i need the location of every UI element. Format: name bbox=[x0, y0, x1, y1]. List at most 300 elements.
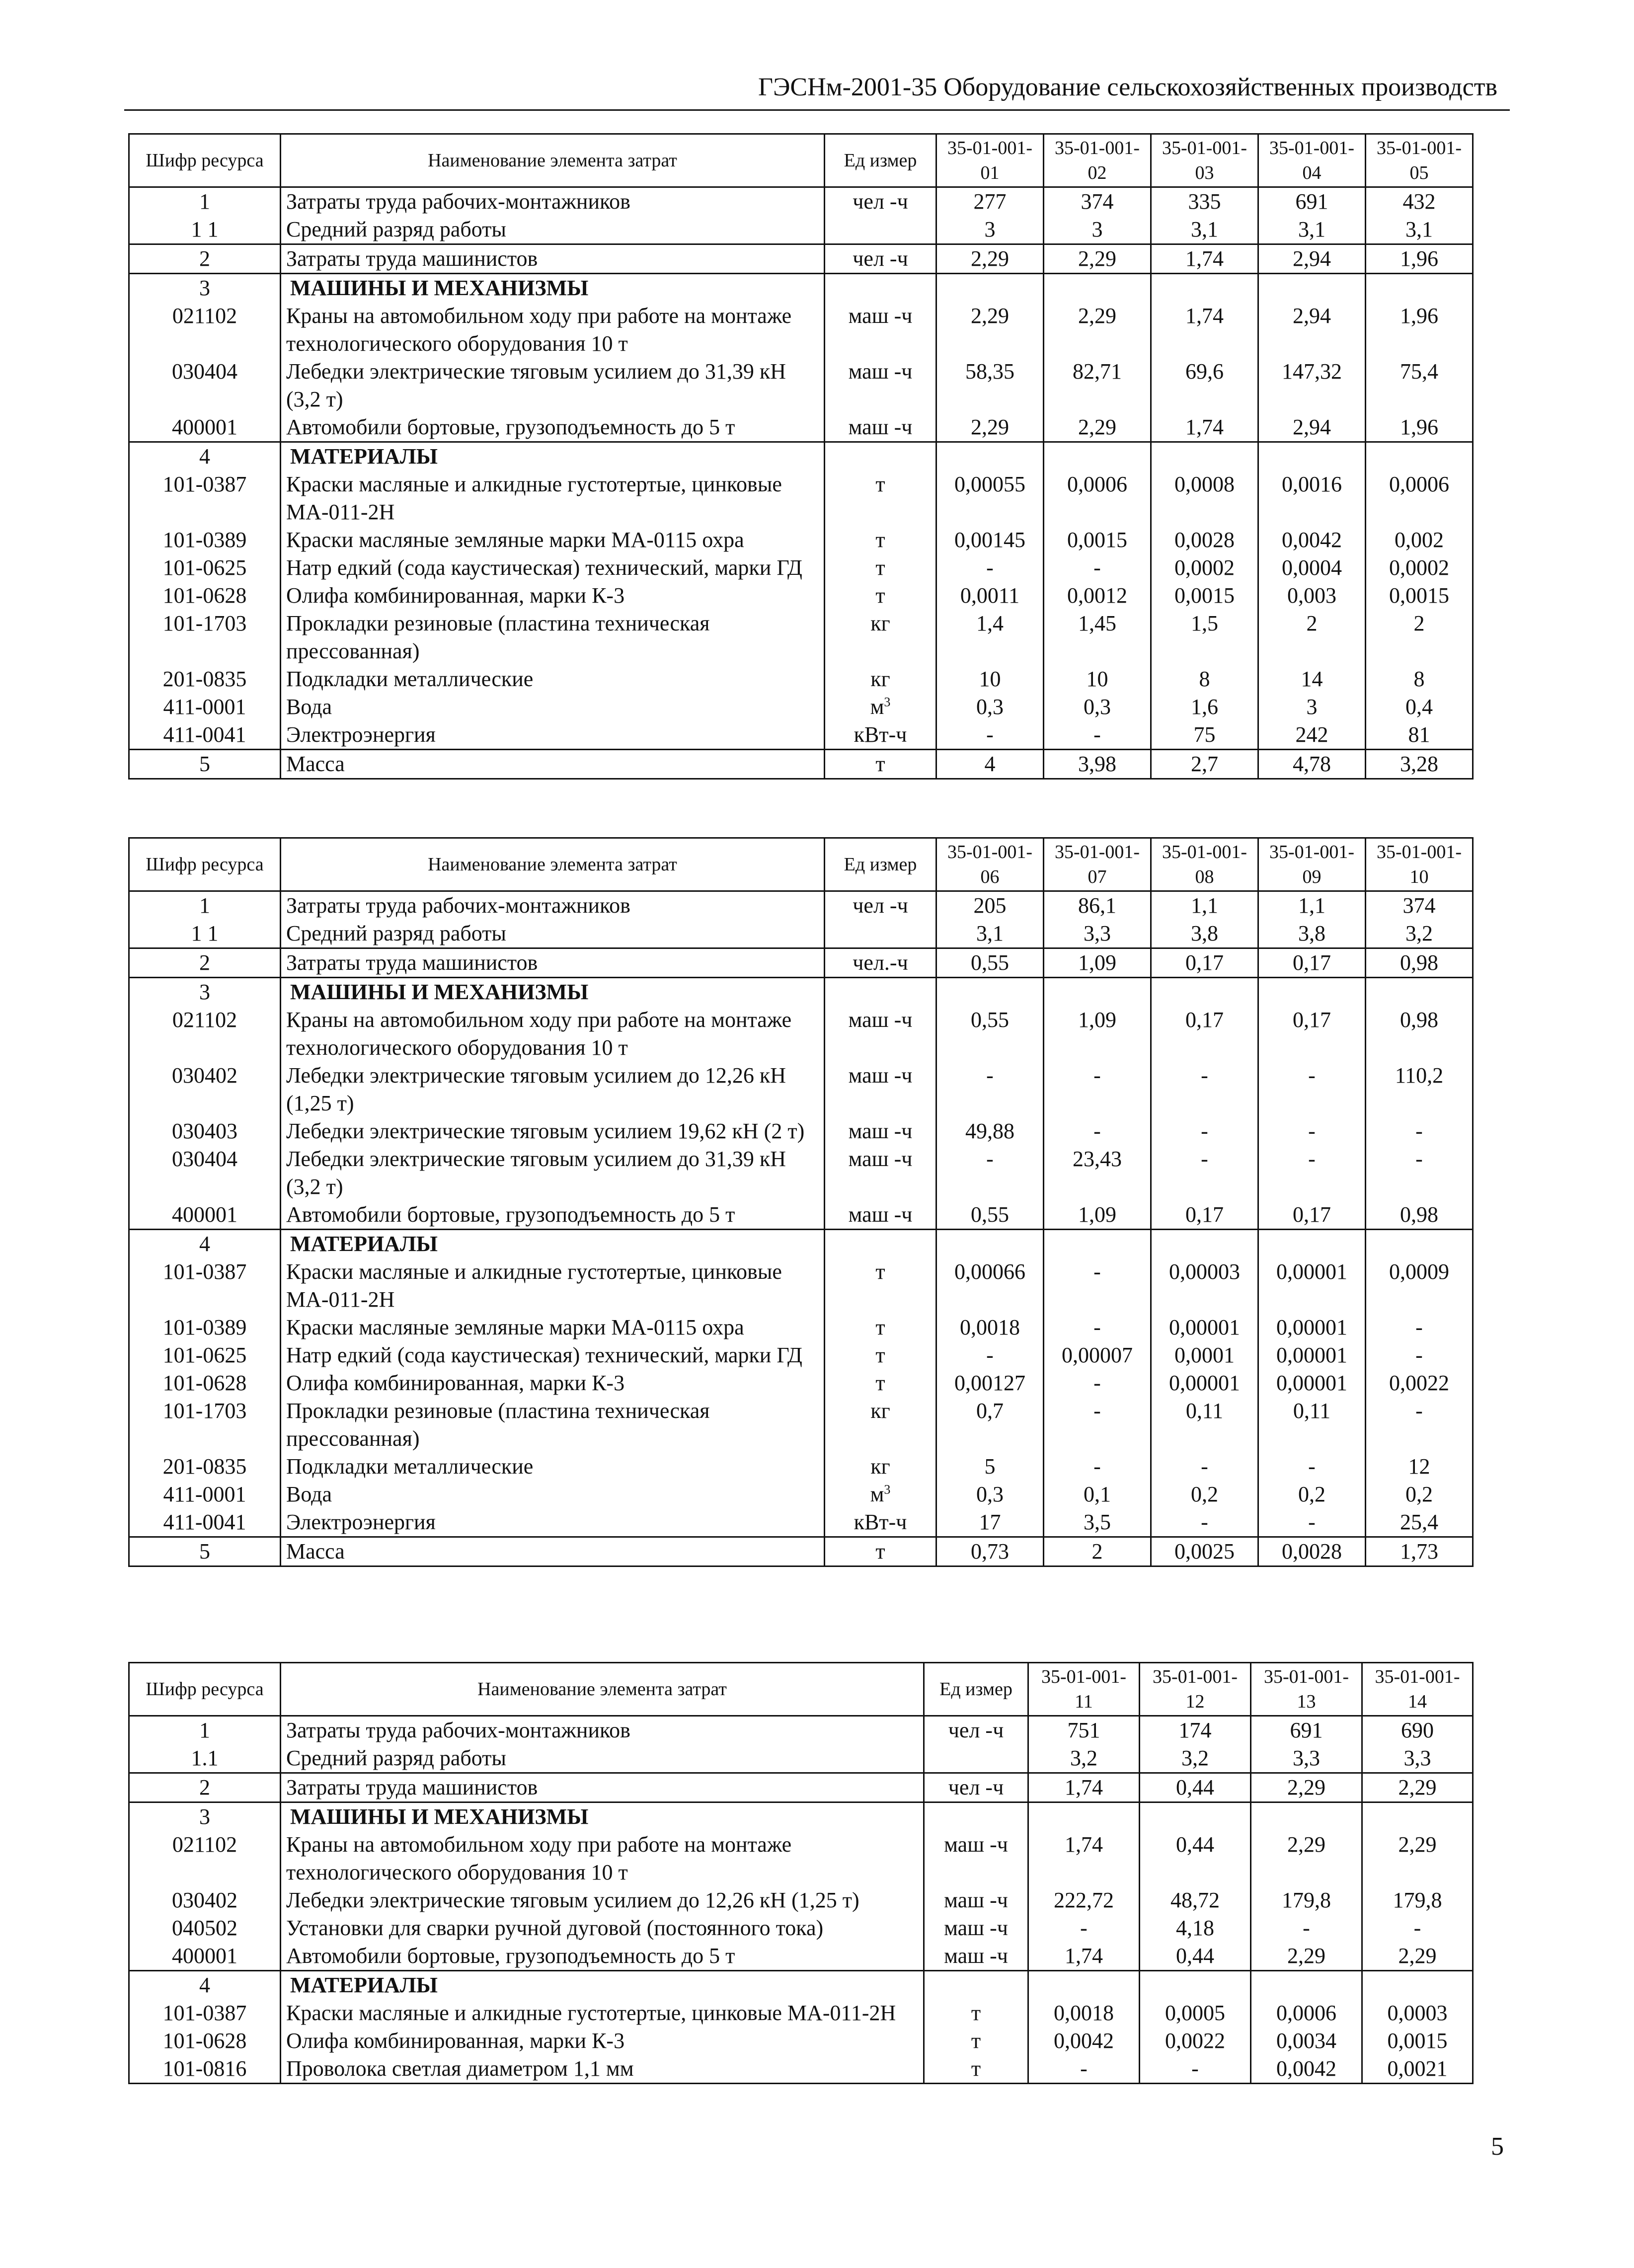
cell-value: 0,17 bbox=[1258, 1201, 1366, 1230]
cell-unit bbox=[924, 1942, 1028, 1971]
unit-text: чел -ч bbox=[948, 1718, 1004, 1742]
cell-name: Лебедки электрические тяговым усилием 19,62 кН (2 т) bbox=[281, 1117, 825, 1145]
cell-value: 0,0001 bbox=[1151, 1341, 1258, 1369]
table-header-row bbox=[129, 1663, 1473, 1716]
unit-text: кг bbox=[870, 1454, 890, 1479]
cell-value: 0,0005 bbox=[1140, 1999, 1251, 2027]
unit-text: м bbox=[870, 695, 884, 719]
cell-value: - bbox=[1044, 1117, 1151, 1145]
cell-unit bbox=[924, 1831, 1028, 1886]
cell-value: 0,1 bbox=[1044, 1481, 1151, 1508]
cell-code: 1 bbox=[129, 1716, 281, 1745]
cell-value: 0,00001 bbox=[1258, 1314, 1366, 1341]
column-header-norm: 35-01-001-09 bbox=[1258, 838, 1366, 891]
cell-value: - bbox=[1151, 1508, 1258, 1537]
column-header-name: Наименование элемента затрат bbox=[281, 838, 825, 891]
cell-unit bbox=[825, 1145, 936, 1201]
cell-value bbox=[1258, 978, 1366, 1007]
cell-value: - bbox=[1028, 2055, 1140, 2084]
table-row bbox=[129, 470, 1473, 526]
table-section-row bbox=[129, 1971, 1473, 2000]
cell-value: 0,0022 bbox=[1140, 2027, 1251, 2055]
cell-value: 0,0006 bbox=[1251, 1999, 1362, 2027]
cell-value: 1,09 bbox=[1044, 1006, 1151, 1062]
cell-code: 101-0389 bbox=[129, 526, 281, 554]
cell-value: 25,4 bbox=[1366, 1508, 1473, 1537]
cell-value: - bbox=[936, 1341, 1044, 1369]
cell-name: Средний разряд работы bbox=[281, 1744, 924, 1773]
cell-code: 1.1 bbox=[129, 1744, 281, 1773]
cell-unit bbox=[825, 1481, 936, 1508]
cell-unit bbox=[924, 1773, 1028, 1802]
table-row bbox=[129, 358, 1473, 413]
cell-unit bbox=[825, 1006, 936, 1062]
table-row bbox=[129, 302, 1473, 358]
cell-value: 2,29 bbox=[1362, 1773, 1473, 1802]
cell-unit bbox=[825, 244, 936, 274]
cell-unit bbox=[825, 1508, 936, 1537]
cell-name: Олифа комбинированная, марки К-3 bbox=[281, 1369, 825, 1397]
cell-value bbox=[1028, 1971, 1140, 2000]
cell-value: 3,98 bbox=[1044, 750, 1151, 779]
table-row bbox=[129, 413, 1473, 442]
cell-value: 751 bbox=[1028, 1716, 1140, 1745]
column-header-name: Наименование элемента затрат bbox=[281, 134, 825, 187]
cell-value: 691 bbox=[1258, 187, 1366, 216]
cell-value: 0,17 bbox=[1151, 1201, 1258, 1230]
cell-name: Краны на автомобильном ходу при работе на монтаже технологического оборудования 10 т bbox=[281, 1831, 924, 1886]
cell-value: 23,43 bbox=[1044, 1145, 1151, 1201]
cell-name: Вода bbox=[281, 1481, 825, 1508]
table-row bbox=[129, 1716, 1473, 1745]
cell-value: - bbox=[1251, 1914, 1362, 1942]
unit-text: м bbox=[870, 1482, 884, 1506]
unit-superscript: 3 bbox=[884, 1482, 891, 1497]
cell-value bbox=[1044, 1230, 1151, 1258]
cell-code: 1 bbox=[129, 891, 281, 920]
cell-value: 48,72 bbox=[1140, 1886, 1251, 1914]
table-row bbox=[129, 1258, 1473, 1314]
unit-text: маш -ч bbox=[848, 1147, 913, 1171]
cell-value: 0,11 bbox=[1151, 1397, 1258, 1453]
column-header-unit: Ед измер bbox=[825, 838, 936, 891]
cell-value bbox=[1366, 1230, 1473, 1258]
cell-code: 021102 bbox=[129, 1006, 281, 1062]
column-header-norm: 35-01-001-11 bbox=[1028, 1663, 1140, 1716]
cell-value: 0,44 bbox=[1140, 1942, 1251, 1971]
table-row bbox=[129, 1397, 1473, 1453]
cell-code: 101-0625 bbox=[129, 1341, 281, 1369]
cell-unit bbox=[825, 1062, 936, 1117]
cell-value: 2 bbox=[1366, 610, 1473, 665]
cell-value: - bbox=[1044, 1258, 1151, 1314]
cell-unit bbox=[825, 978, 936, 1007]
unit-text: маш -ч bbox=[848, 304, 913, 328]
cell-value: 1,74 bbox=[1028, 1942, 1140, 1971]
cell-name: Затраты труда рабочих-монтажников bbox=[281, 187, 825, 216]
cell-value bbox=[1362, 1802, 1473, 1831]
cell-value: 2,29 bbox=[1362, 1831, 1473, 1886]
cell-value: - bbox=[1044, 1314, 1151, 1341]
cell-code: 2 bbox=[129, 948, 281, 978]
norm-table-2 bbox=[128, 837, 1474, 1567]
cell-unit bbox=[825, 610, 936, 665]
cell-value: 0,44 bbox=[1140, 1773, 1251, 1802]
cell-value: 691 bbox=[1251, 1716, 1362, 1745]
cell-value: 0,0042 bbox=[1258, 526, 1366, 554]
unit-text: кг bbox=[870, 1399, 890, 1423]
cell-unit bbox=[825, 554, 936, 582]
cell-name: Затраты труда машинистов bbox=[281, 948, 825, 978]
table-section-row bbox=[129, 1802, 1473, 1831]
cell-value: 0,003 bbox=[1258, 582, 1366, 610]
cell-unit bbox=[924, 1716, 1028, 1745]
cell-name: Олифа комбинированная, марки К-3 bbox=[281, 582, 825, 610]
cell-name: Проволока светлая диаметром 1,1 мм bbox=[281, 2055, 924, 2084]
cell-unit bbox=[825, 442, 936, 471]
cell-value: - bbox=[1366, 1314, 1473, 1341]
cell-value: 4,78 bbox=[1258, 750, 1366, 779]
cell-unit bbox=[825, 1314, 936, 1341]
cell-name: Затраты труда рабочих-монтажников bbox=[281, 1716, 924, 1745]
cell-value: 1,96 bbox=[1366, 302, 1473, 358]
cell-unit bbox=[825, 358, 936, 413]
cell-value: 2 bbox=[1044, 1537, 1151, 1566]
table-row bbox=[129, 1831, 1473, 1886]
cell-value: - bbox=[1366, 1341, 1473, 1369]
table-row bbox=[129, 1744, 1473, 1773]
column-header-norm: 35-01-001-13 bbox=[1251, 1663, 1362, 1716]
cell-value: 8 bbox=[1366, 665, 1473, 693]
cell-value: 0,0008 bbox=[1151, 470, 1258, 526]
cell-value: 2,94 bbox=[1258, 413, 1366, 442]
cell-name: Прокладки резиновые (пластина техническая прессованная) bbox=[281, 1397, 825, 1453]
cell-value bbox=[1151, 978, 1258, 1007]
cell-code: 201-0835 bbox=[129, 1453, 281, 1481]
cell-value: 2,94 bbox=[1258, 302, 1366, 358]
cell-code: 030402 bbox=[129, 1886, 281, 1914]
column-header-norm: 35-01-001-07 bbox=[1044, 838, 1151, 891]
cell-value: 49,88 bbox=[936, 1117, 1044, 1145]
cell-value: - bbox=[936, 554, 1044, 582]
cell-value: 3 bbox=[1258, 693, 1366, 721]
table-row bbox=[129, 1341, 1473, 1369]
cell-value: 3,3 bbox=[1251, 1744, 1362, 1773]
cell-value: 0,0011 bbox=[936, 582, 1044, 610]
cell-unit bbox=[825, 470, 936, 526]
unit-text: маш -ч bbox=[944, 1916, 1008, 1940]
cell-value: 1,4 bbox=[936, 610, 1044, 665]
table-section-row bbox=[129, 978, 1473, 1007]
cell-code: 2 bbox=[129, 1773, 281, 1802]
unit-text: маш -ч bbox=[848, 1202, 913, 1227]
cell-value: 0,0015 bbox=[1044, 526, 1151, 554]
cell-value: 179,8 bbox=[1362, 1886, 1473, 1914]
unit-text: чел -ч bbox=[853, 246, 908, 271]
cell-value: 3,5 bbox=[1044, 1508, 1151, 1537]
cell-value: 1,74 bbox=[1028, 1831, 1140, 1886]
cell-code: 411-0041 bbox=[129, 721, 281, 750]
cell-value: 0,0025 bbox=[1151, 1537, 1258, 1566]
cell-name: Вода bbox=[281, 693, 825, 721]
cell-value: 0,00003 bbox=[1151, 1258, 1258, 1314]
cell-name: Подкладки металлические bbox=[281, 1453, 825, 1481]
cell-section-title bbox=[281, 1802, 924, 1831]
table-section-row bbox=[129, 1230, 1473, 1258]
cell-value: - bbox=[936, 1145, 1044, 1201]
cell-code: 101-1703 bbox=[129, 610, 281, 665]
cell-value: 0,3 bbox=[1044, 693, 1151, 721]
cell-value: 432 bbox=[1366, 187, 1473, 216]
cell-value: - bbox=[1140, 2055, 1251, 2084]
cell-value: 0,0042 bbox=[1251, 2055, 1362, 2084]
cell-value: - bbox=[1044, 721, 1151, 750]
cell-value bbox=[936, 978, 1044, 1007]
cell-name: Прокладки резиновые (пластина техническая прессованная) bbox=[281, 610, 825, 665]
unit-text: маш -ч bbox=[944, 1888, 1008, 1912]
unit-text: маш -ч bbox=[848, 1119, 913, 1143]
cell-code: 3 bbox=[129, 978, 281, 1007]
cell-value: 0,55 bbox=[936, 1006, 1044, 1062]
cell-code: 101-1703 bbox=[129, 1397, 281, 1453]
cell-value: - bbox=[936, 1062, 1044, 1117]
table-row bbox=[129, 920, 1473, 948]
cell-code: 101-0387 bbox=[129, 1999, 281, 2027]
unit-text: маш -ч bbox=[848, 415, 913, 439]
table-row bbox=[129, 1006, 1473, 1062]
cell-value bbox=[1140, 1802, 1251, 1831]
cell-value: 1,74 bbox=[1151, 244, 1258, 274]
cell-value: 1,96 bbox=[1366, 413, 1473, 442]
cell-value: 0,7 bbox=[936, 1397, 1044, 1453]
cell-unit bbox=[825, 274, 936, 303]
cell-value: 3,3 bbox=[1362, 1744, 1473, 1773]
cell-value: 1,1 bbox=[1151, 891, 1258, 920]
cell-value: 0,002 bbox=[1366, 526, 1473, 554]
cell-value: 0,0003 bbox=[1362, 1999, 1473, 2027]
cell-value: 2,29 bbox=[1251, 1773, 1362, 1802]
cell-section-title bbox=[281, 442, 825, 471]
cell-value: 0,17 bbox=[1258, 948, 1366, 978]
cell-unit bbox=[924, 1744, 1028, 1773]
cell-value bbox=[1151, 274, 1258, 303]
cell-value: 0,17 bbox=[1258, 1006, 1366, 1062]
cell-value: 0,17 bbox=[1151, 948, 1258, 978]
cell-code: 411-0001 bbox=[129, 693, 281, 721]
table-header-row bbox=[129, 134, 1473, 187]
cell-name: Электроэнергия bbox=[281, 1508, 825, 1537]
unit-text: кг bbox=[870, 611, 890, 635]
section-title: МАШИНЫ И МЕХАНИЗМЫ bbox=[290, 980, 589, 1004]
cell-name: Натр едкий (сода каустическая) технический, марки ГД bbox=[281, 554, 825, 582]
cell-unit bbox=[924, 1999, 1028, 2027]
cell-code: 201-0835 bbox=[129, 665, 281, 693]
cell-value: 147,32 bbox=[1258, 358, 1366, 413]
column-header-unit: Ед измер bbox=[924, 1663, 1028, 1716]
cell-value: - bbox=[1044, 554, 1151, 582]
cell-value: 0,0028 bbox=[1258, 1537, 1366, 1566]
cell-unit bbox=[825, 187, 936, 216]
cell-value: 82,71 bbox=[1044, 358, 1151, 413]
cell-name: Масса bbox=[281, 750, 825, 779]
cell-value: 2,29 bbox=[1362, 1942, 1473, 1971]
cell-value bbox=[1362, 1971, 1473, 2000]
column-header-norm: 35-01-001-03 bbox=[1151, 134, 1258, 187]
cell-code: 021102 bbox=[129, 1831, 281, 1886]
table-row bbox=[129, 891, 1473, 920]
cell-code: 101-0628 bbox=[129, 1369, 281, 1397]
unit-text: т bbox=[971, 2001, 981, 2025]
unit-superscript: 3 bbox=[884, 695, 891, 709]
cell-value: 0,00001 bbox=[1151, 1314, 1258, 1341]
cell-value bbox=[1366, 274, 1473, 303]
cell-section-title bbox=[281, 1230, 825, 1258]
cell-code: 040502 bbox=[129, 1914, 281, 1942]
cell-code: 4 bbox=[129, 1230, 281, 1258]
cell-value: - bbox=[1366, 1145, 1473, 1201]
cell-value: 0,0002 bbox=[1151, 554, 1258, 582]
cell-name: Электроэнергия bbox=[281, 721, 825, 750]
cell-unit bbox=[825, 920, 936, 948]
cell-value: 3,1 bbox=[1151, 216, 1258, 244]
table-row bbox=[129, 1117, 1473, 1145]
table-row bbox=[129, 582, 1473, 610]
cell-value bbox=[1366, 978, 1473, 1007]
cell-unit bbox=[825, 1230, 936, 1258]
cell-value: 3,1 bbox=[1366, 216, 1473, 244]
cell-value: 2,94 bbox=[1258, 244, 1366, 274]
table-row bbox=[129, 693, 1473, 721]
cell-unit bbox=[825, 302, 936, 358]
column-header-norm: 35-01-001-01 bbox=[936, 134, 1044, 187]
table-row bbox=[129, 1062, 1473, 1117]
cell-value: 0,0042 bbox=[1028, 2027, 1140, 2055]
cell-value bbox=[1044, 978, 1151, 1007]
cell-code: 101-0389 bbox=[129, 1314, 281, 1341]
cell-unit bbox=[924, 2055, 1028, 2084]
cell-value: 2,29 bbox=[1044, 413, 1151, 442]
cell-code: 101-0387 bbox=[129, 470, 281, 526]
cell-code: 101-0625 bbox=[129, 554, 281, 582]
cell-code: 021102 bbox=[129, 302, 281, 358]
table-section-row bbox=[129, 442, 1473, 471]
cell-value bbox=[1044, 442, 1151, 471]
cell-value: 86,1 bbox=[1044, 891, 1151, 920]
cell-value: 3,2 bbox=[1028, 1744, 1140, 1773]
cell-value bbox=[1044, 274, 1151, 303]
cell-value: 0,3 bbox=[936, 1481, 1044, 1508]
cell-value: 205 bbox=[936, 891, 1044, 920]
table-row bbox=[129, 665, 1473, 693]
cell-value: 174 bbox=[1140, 1716, 1251, 1745]
cell-name: Установки для сварки ручной дуговой (постоянного тока) bbox=[281, 1914, 924, 1942]
norm-table-3 bbox=[128, 1662, 1474, 2084]
cell-name: Натр едкий (сода каустическая) технический, марки ГД bbox=[281, 1341, 825, 1369]
table-row bbox=[129, 721, 1473, 750]
cell-value bbox=[1251, 1971, 1362, 2000]
cell-value: 81 bbox=[1366, 721, 1473, 750]
cell-section-title bbox=[281, 978, 825, 1007]
cell-value bbox=[1258, 442, 1366, 471]
cell-value: 0,2 bbox=[1151, 1481, 1258, 1508]
cell-unit bbox=[825, 1201, 936, 1230]
cell-value: 0,98 bbox=[1366, 948, 1473, 978]
cell-code: 101-0628 bbox=[129, 2027, 281, 2055]
cell-value: 0,0004 bbox=[1258, 554, 1366, 582]
norm-table-1 bbox=[128, 133, 1474, 780]
cell-code: 400001 bbox=[129, 1942, 281, 1971]
column-header-norm: 35-01-001-14 bbox=[1362, 1663, 1473, 1716]
table-row bbox=[129, 610, 1473, 665]
section-title: МАШИНЫ И МЕХАНИЗМЫ bbox=[290, 1804, 589, 1829]
cell-name: Затраты труда машинистов bbox=[281, 244, 825, 274]
cell-value: 4 bbox=[936, 750, 1044, 779]
cell-name: Автомобили бортовые, грузоподъемность до 5 т bbox=[281, 1942, 924, 1971]
column-header-norm: 35-01-001-05 bbox=[1366, 134, 1473, 187]
cell-unit bbox=[924, 1914, 1028, 1942]
cell-value: 0,00001 bbox=[1258, 1369, 1366, 1397]
table-row bbox=[129, 554, 1473, 582]
unit-text: маш -ч bbox=[848, 1008, 913, 1032]
cell-unit bbox=[924, 1802, 1028, 1831]
cell-value: 2,29 bbox=[1251, 1831, 1362, 1886]
cell-value: 0,0002 bbox=[1366, 554, 1473, 582]
cell-value: 8 bbox=[1151, 665, 1258, 693]
cell-value: 0,2 bbox=[1258, 1481, 1366, 1508]
cell-value: 0,0021 bbox=[1362, 2055, 1473, 2084]
cell-code: 3 bbox=[129, 1802, 281, 1831]
column-header-code: Шифр ресурса bbox=[129, 134, 281, 187]
cell-value: 2,29 bbox=[1044, 244, 1151, 274]
cell-code: 030402 bbox=[129, 1062, 281, 1117]
cell-value bbox=[1366, 442, 1473, 471]
cell-name: Краски масляные и алкидные густотертые, цинковые МА-011-2Н bbox=[281, 470, 825, 526]
cell-code: 101-0387 bbox=[129, 1258, 281, 1314]
cell-value: 0,0012 bbox=[1044, 582, 1151, 610]
cell-value: 12 bbox=[1366, 1453, 1473, 1481]
section-title: МАШИНЫ И МЕХАНИЗМЫ bbox=[290, 276, 589, 300]
cell-value: 0,00001 bbox=[1151, 1369, 1258, 1397]
cell-unit bbox=[825, 665, 936, 693]
table-row bbox=[129, 187, 1473, 216]
cell-value: 690 bbox=[1362, 1716, 1473, 1745]
unit-text: кг bbox=[870, 667, 890, 691]
unit-text: т bbox=[875, 555, 885, 580]
cell-value: 179,8 bbox=[1251, 1886, 1362, 1914]
cell-value: 0,17 bbox=[1151, 1006, 1258, 1062]
cell-value: 1,45 bbox=[1044, 610, 1151, 665]
cell-value: 0,0015 bbox=[1362, 2027, 1473, 2055]
cell-value: 3,8 bbox=[1258, 920, 1366, 948]
unit-text: т bbox=[875, 1343, 885, 1367]
cell-value: 0,2 bbox=[1366, 1481, 1473, 1508]
cell-value: 3,3 bbox=[1044, 920, 1151, 948]
cell-value: - bbox=[1151, 1453, 1258, 1481]
cell-unit bbox=[825, 1369, 936, 1397]
cell-name: Затраты труда рабочих-монтажников bbox=[281, 891, 825, 920]
cell-value bbox=[1151, 1230, 1258, 1258]
cell-name: Краски масляные земляные марки МА-0115 охра bbox=[281, 526, 825, 554]
cell-value: - bbox=[1044, 1453, 1151, 1481]
cell-value: 0,3 bbox=[936, 693, 1044, 721]
cell-value: 0,00055 bbox=[936, 470, 1044, 526]
cell-name: Лебедки электрические тяговым усилием до 31,39 кН (3,2 т) bbox=[281, 1145, 825, 1201]
cell-value: - bbox=[1258, 1453, 1366, 1481]
cell-section-title bbox=[281, 1971, 924, 2000]
cell-value: 0,0022 bbox=[1366, 1369, 1473, 1397]
cell-value: 10 bbox=[1044, 665, 1151, 693]
unit-text: т bbox=[971, 2056, 981, 2081]
